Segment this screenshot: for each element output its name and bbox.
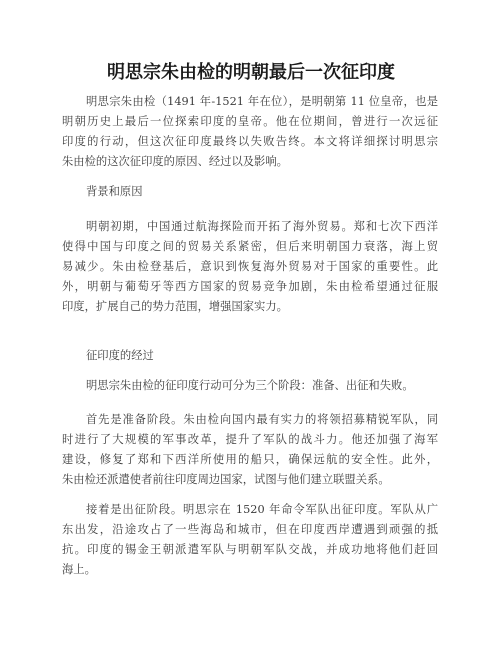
paragraph-line: 时进行了大规模的军事改革，提升了军队的战斗力。他还加强了海军 xyxy=(62,433,438,446)
background-paragraph xyxy=(62,217,438,317)
paragraph-line: 印度，扩展自己的势力范围，增强国家实力。 xyxy=(62,300,288,313)
paragraph-line: 抗。印度的锡金王朝派遣军队与明朝军队交战，并成功地将他们赶回 xyxy=(62,543,438,556)
intro-paragraph xyxy=(62,92,438,172)
paragraph-line: 建设，修复了郑和下西洋所使用的船只，确保远航的安全性。此外， xyxy=(62,453,438,466)
paragraph-line: 首先是准备阶段。朱由检向国内最有实力的将领招募精锐军队，同 xyxy=(86,413,438,426)
paragraph-line: 使得中国与印度之间的贸易关系紧密，但后来明朝国力衰落，海上贸 xyxy=(62,240,438,253)
paragraph-line: 外，明朝与葡萄牙等西方国家的贸易竞争加剧，朱由检希望通过征服 xyxy=(62,280,438,293)
paragraph-line: 印度的行动，但这次征印度最终以失败告终。本文将详细探讨明思宗 xyxy=(62,135,438,148)
paragraph-line: 明思宗朱由检的征印度行动可分为三个阶段：准备、出征和失败。 xyxy=(86,379,414,392)
paragraph-line: 接着是出征阶段。明思宗在 1520 年命令军队出征印度。军队从广 xyxy=(86,503,438,516)
paragraph-line: 东出发，沿途攻占了一些海岛和城市，但在印度西岸遭遇到顽强的抵 xyxy=(62,523,438,536)
section-heading-background: 背景和原因 xyxy=(86,185,143,198)
paragraph-line: 朱由检的这次征印度的原因、经过以及影响。 xyxy=(62,155,288,168)
document-title: 明思宗朱由检的明朝最后一次征印度 xyxy=(107,62,395,83)
paragraph-line: 明朝历史上最后一位探索印度的皇帝。他在位期间，曾进行一次远征 xyxy=(62,115,438,128)
preparation-paragraph xyxy=(62,410,438,490)
paragraph-line: 朱由检还派遣使者前往印度周边国家，试图与他们建立联盟关系。 xyxy=(62,473,390,486)
section-heading-process: 征印度的经过 xyxy=(86,349,154,362)
process-summary-paragraph xyxy=(62,376,438,396)
paragraph-line: 明朝初期，中国通过航海探险而开拓了海外贸易。郑和七次下西洋 xyxy=(86,220,438,233)
march-paragraph xyxy=(62,500,438,580)
paragraph-line: 明思宗朱由检（1491 年-1521 年在位），是明朝第 11 位皇帝，也是 xyxy=(86,95,438,108)
paragraph-line: 海上。 xyxy=(62,563,96,576)
paragraph-line: 易减少。朱由检登基后，意识到恢复海外贸易对于国家的重要性。此 xyxy=(62,260,438,273)
